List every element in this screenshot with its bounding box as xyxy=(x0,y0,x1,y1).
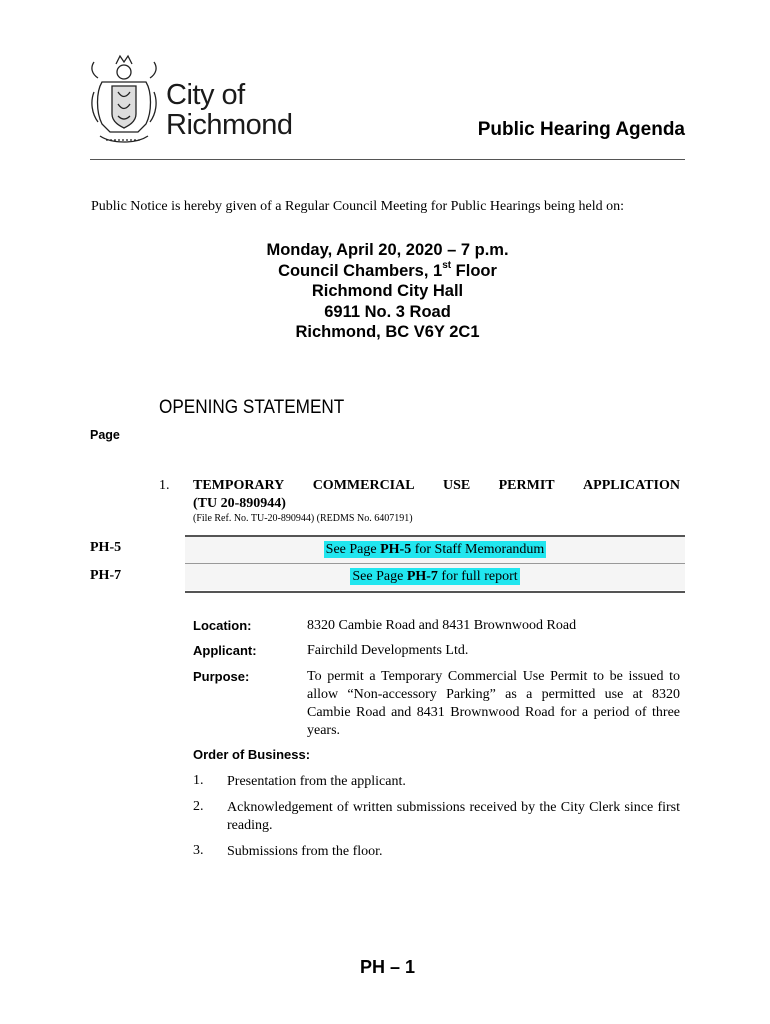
purpose-value: To permit a Temporary Commercial Use Permit to be issued to allow “Non-accessory Parking” as a permitted use at 8320 Cambie Road and 8431 Brownwood Road for a period of three years. xyxy=(307,669,680,738)
location-value: 8320 Cambie Road and 8431 Brownwood Road xyxy=(307,618,577,633)
page-column-label: Page xyxy=(90,428,120,442)
order-item-text: Submissions from the floor. xyxy=(227,844,383,859)
meeting-city: Richmond, BC V6Y 2C1 xyxy=(295,323,480,341)
location-label: Location: xyxy=(193,618,252,633)
meeting-building: Richmond City Hall xyxy=(311,282,464,300)
page-reference-table xyxy=(185,535,685,593)
city-logo-wordmark xyxy=(166,80,293,140)
section-heading: OPENING STATEMENT xyxy=(159,396,345,418)
applicant-value: Fairchild Developments Ltd. xyxy=(307,643,469,658)
purpose-label: Purpose: xyxy=(193,669,250,684)
public-notice-text: Public Notice is hereby given of a Regular Council Meeting for Public Hearings being held on: xyxy=(91,199,625,214)
item-permit-number: (TU 20-890944) xyxy=(193,496,286,511)
item-number: 1. xyxy=(159,478,170,493)
header-divider xyxy=(90,159,685,160)
page-ref-ph7: PH-7 xyxy=(90,568,122,583)
meeting-details xyxy=(90,240,685,343)
page-ref-ph5: PH-5 xyxy=(90,540,122,555)
logo-line-2: Richmond xyxy=(166,109,293,141)
page-number-footer: PH – 1 xyxy=(359,957,416,977)
logo-line-1: City of xyxy=(166,79,245,111)
document-title: Public Hearing Agenda xyxy=(477,119,685,140)
item-title: TEMPORARY COMMERCIAL USE PERMIT APPLICATION xyxy=(193,478,680,493)
order-of-business-label: Order of Business: xyxy=(193,747,311,762)
full-report-link-row[interactable] xyxy=(185,564,685,590)
staff-memorandum-link[interactable]: See Page PH-5 for Staff Memorandum xyxy=(325,542,545,557)
meeting-datetime: Monday, April 20, 2020 – 7 p.m. xyxy=(266,241,509,259)
staff-memorandum-link-row[interactable] xyxy=(185,537,685,564)
order-item-text: Acknowledgement of written submissions received by the City Clerk since first reading. xyxy=(227,800,680,833)
applicant-label: Applicant: xyxy=(193,643,257,658)
item-file-reference: (File Ref. No. TU-20-890944) (REDMS No. 6407191) xyxy=(193,513,413,524)
meeting-address: 6911 No. 3 Road xyxy=(324,302,451,321)
order-item-number: 2. xyxy=(193,799,204,814)
order-item-number: 1. xyxy=(193,773,204,788)
meeting-location: Council Chambers, 1st Floor xyxy=(278,260,497,280)
city-crest-logo xyxy=(88,52,160,148)
order-item-number: 3. xyxy=(193,843,204,858)
full-report-link[interactable]: See Page PH-7 for full report xyxy=(352,569,518,584)
order-item-text: Presentation from the applicant. xyxy=(227,774,406,789)
